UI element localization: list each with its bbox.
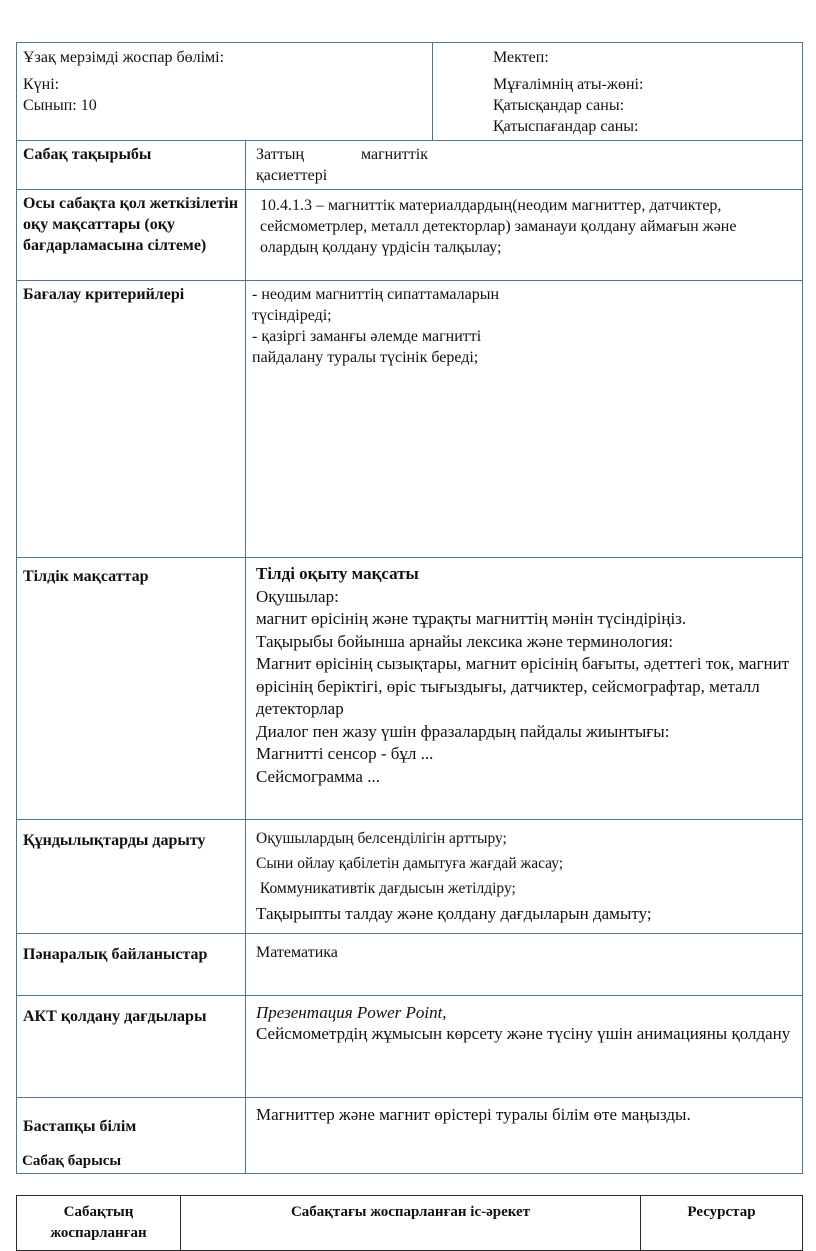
date-field: Күні: bbox=[23, 76, 60, 93]
ict-text: Сейсмометрдің жұмысын көрсету және түсіну үшін анимацияны қолдану bbox=[256, 1024, 791, 1043]
lesson-plan-table bbox=[16, 42, 803, 1174]
school-field: Мектеп: bbox=[493, 49, 549, 66]
prior-row bbox=[17, 1098, 803, 1174]
language-label: Тілдік мақсаттар bbox=[17, 558, 246, 820]
lesson-flow-header-row bbox=[17, 1196, 803, 1251]
resources-header: Ресурстар bbox=[641, 1196, 803, 1251]
criteria-label: Бағалау критерийлері bbox=[17, 281, 246, 558]
crosscurricular-row bbox=[17, 934, 803, 996]
topic-value bbox=[246, 141, 803, 190]
header-right bbox=[433, 43, 803, 141]
header-row bbox=[17, 43, 803, 141]
values-row bbox=[17, 820, 803, 934]
values-label: Құндылықтарды дарыту bbox=[17, 820, 246, 934]
language-heading: Тілді оқыту мақсаты bbox=[256, 564, 419, 583]
topic-word-2: магниттік bbox=[360, 146, 428, 163]
criteria-line-3: - қазіргі заманғы әлемде магнитті bbox=[252, 328, 482, 345]
language-value bbox=[246, 558, 803, 820]
language-line-5: Диалог пен жазу үшін фразалардың пайдалы жиынтығы: bbox=[256, 721, 670, 741]
language-line-3: Тақырыбы бойынша арнайы лексика және терминология: bbox=[256, 631, 674, 651]
criteria-line-1: - неодим магниттің сипаттамаларын bbox=[252, 286, 500, 303]
language-line-6: Магнитті сенсор - бұл ... bbox=[256, 744, 434, 763]
language-row bbox=[17, 558, 803, 820]
language-line-2: магнит өрісінің және тұрақты магниттің мәнін түсіндіріңіз. bbox=[256, 609, 687, 628]
criteria-line-2: түсіндіреді; bbox=[252, 307, 332, 324]
values-value bbox=[246, 820, 803, 934]
topic-line-2: қасиеттері bbox=[256, 167, 328, 184]
topic-word-1: Заттың bbox=[256, 146, 304, 163]
prior-label: Бастапқы білім bbox=[17, 1098, 246, 1174]
teacher-name-field: Мұғалімнің аты-жөні: bbox=[493, 76, 644, 93]
planned-activity-header: Сабақтағы жоспарланған іс-әрекет bbox=[181, 1196, 641, 1251]
objectives-label: Осы сабақта қол жеткізілетін оқу мақсаттары (оқу бағдарламасына сілтеме) bbox=[17, 190, 246, 281]
language-line-4: Магнит өрісінің сызықтары, магнит өрісінің бағыты, әдеттегі ток, магнит өрісінің беріктігі, өріс тығыздығы, датчиктер, сейсмографтар, металл детекторлар bbox=[256, 654, 790, 718]
crosscurricular-value: Математика bbox=[246, 934, 803, 996]
ict-presentation: Презентация Power Point, bbox=[256, 1003, 447, 1022]
ict-label: АКТ қолдану дағдылары bbox=[17, 996, 246, 1098]
crosscurricular-label: Пәнаралық байланыстар bbox=[17, 934, 246, 996]
long-term-plan-section: Ұзақ мерзімді жоспар бөлімі: bbox=[23, 49, 225, 66]
objectives-value: 10.4.1.3 – магниттік материалдардың(неодим магниттер, датчиктер, сейсмометрлер, металл детекторлар) заманауи қолдану аймағын және олардың қолдану үрдісін талқылау; bbox=[246, 190, 803, 281]
criteria-value bbox=[246, 281, 803, 558]
topic-label: Сабақ тақырыбы bbox=[17, 141, 246, 190]
objectives-row bbox=[17, 190, 803, 281]
lesson-flow-table bbox=[16, 1195, 803, 1251]
topic-row bbox=[17, 141, 803, 190]
present-count-field: Қатысқандар саны: bbox=[493, 97, 625, 114]
header-left bbox=[17, 43, 433, 141]
values-line-4: Тақырыпты талдау және қолдану дағдыларын дамыту; bbox=[256, 904, 652, 923]
values-line-1: Оқушылардың белсенділігін арттыру; bbox=[256, 830, 507, 847]
criteria-row bbox=[17, 281, 803, 558]
lesson-flow-title: Сабақ барысы bbox=[22, 1153, 122, 1169]
criteria-line-4: пайдалану туралы түсінік береді; bbox=[252, 349, 479, 366]
ict-row bbox=[17, 996, 803, 1098]
language-line-7: Сейсмограмма ... bbox=[256, 766, 380, 786]
absent-count-field: Қатыспағандар саны: bbox=[493, 118, 639, 135]
ict-value bbox=[246, 996, 803, 1098]
values-line-3: Коммуникативтік дағдысын жетілдіру; bbox=[256, 880, 516, 897]
class-field: Сынып: 10 bbox=[23, 97, 97, 114]
prior-value: Магниттер және магнит өрістері туралы білім өте маңызды. bbox=[246, 1098, 803, 1174]
planned-stage-header: Сабақтың жоспарланған bbox=[17, 1196, 181, 1251]
language-line-1: Оқушылар: bbox=[256, 586, 339, 606]
values-line-2: Сыни ойлау қабілетін дамытуға жағдай жасау; bbox=[256, 855, 564, 872]
